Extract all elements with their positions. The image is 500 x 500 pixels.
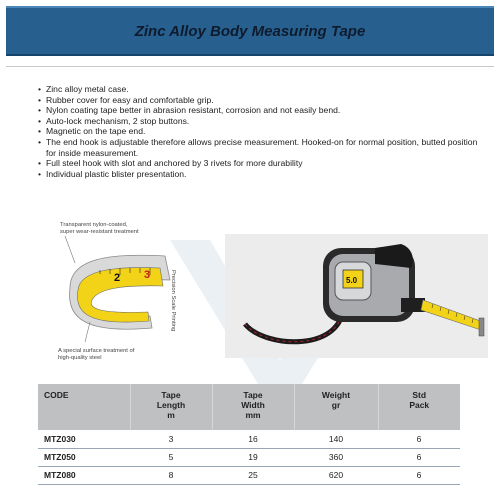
cell-code: MTZ030: [38, 430, 130, 448]
tape-measure-image: [225, 234, 488, 358]
cell-pack: 6: [378, 430, 460, 448]
table-row: [38, 466, 460, 484]
header-divider: [6, 66, 494, 67]
spec-table: [38, 384, 460, 485]
cell-weight: 140: [294, 430, 378, 448]
feature-item: • Auto-lock mechanism, 2 stop buttons.: [38, 116, 478, 127]
tape-mark-3: 3: [144, 269, 151, 281]
feature-item: • Full steel hook with slot and anchored by 3 rivets for more durability: [38, 158, 478, 169]
feature-list: [38, 84, 478, 179]
column-header-length: Tape Length m: [130, 384, 212, 430]
cell-length: 3: [130, 430, 212, 448]
diagram-label-scale: Precision Scale Printing: [170, 270, 176, 332]
feature-item: • Rubber cover for easy and comfortable grip.: [38, 95, 478, 106]
cell-code: MTZ050: [38, 448, 130, 466]
page-title: Zinc Alloy Body Measuring Tape: [134, 22, 366, 40]
header-band: [6, 6, 494, 56]
column-header-width: Tape Width mm: [212, 384, 294, 430]
tape-mark-2: 2: [114, 272, 121, 284]
cell-weight: 360: [294, 448, 378, 466]
diagram-label-nylon: Transparent nylon-coated, super wear-resistant treatment: [60, 222, 139, 235]
cell-pack: 6: [378, 448, 460, 466]
product-photo: [225, 234, 488, 358]
cell-width: 25: [212, 466, 294, 484]
feature-item: • Magnetic on the tape end.: [38, 126, 478, 137]
column-header-code: CODE: [38, 384, 130, 430]
tape-cross-section-diagram: [30, 218, 220, 378]
cell-pack: 6: [378, 466, 460, 484]
cell-width: 19: [212, 448, 294, 466]
cell-code: MTZ080: [38, 466, 130, 484]
feature-item: • The end hook is adjustable therefore allows precise measurement. Hooked-on for normal position, butted position for inside measurement.: [38, 137, 478, 158]
tape-badge-text: 5.0: [346, 276, 358, 285]
diagram-label-steel: A special surface treatment of high-quality steel: [58, 348, 135, 361]
table-row: [38, 430, 460, 448]
feature-item: • Individual plastic blister presentation.: [38, 169, 478, 180]
column-header-weight: Weight gr: [294, 384, 378, 430]
feature-item: • Zinc alloy metal case.: [38, 84, 478, 95]
cell-length: 8: [130, 466, 212, 484]
table-header-row: [38, 384, 460, 430]
cell-length: 5: [130, 448, 212, 466]
cell-width: 16: [212, 430, 294, 448]
feature-item: • Nylon coating tape better in abrasion resistant, corrosion and not easily bend.: [38, 105, 478, 116]
table-row: [38, 448, 460, 466]
column-header-pack: Std Pack: [378, 384, 460, 430]
cell-weight: 620: [294, 466, 378, 484]
